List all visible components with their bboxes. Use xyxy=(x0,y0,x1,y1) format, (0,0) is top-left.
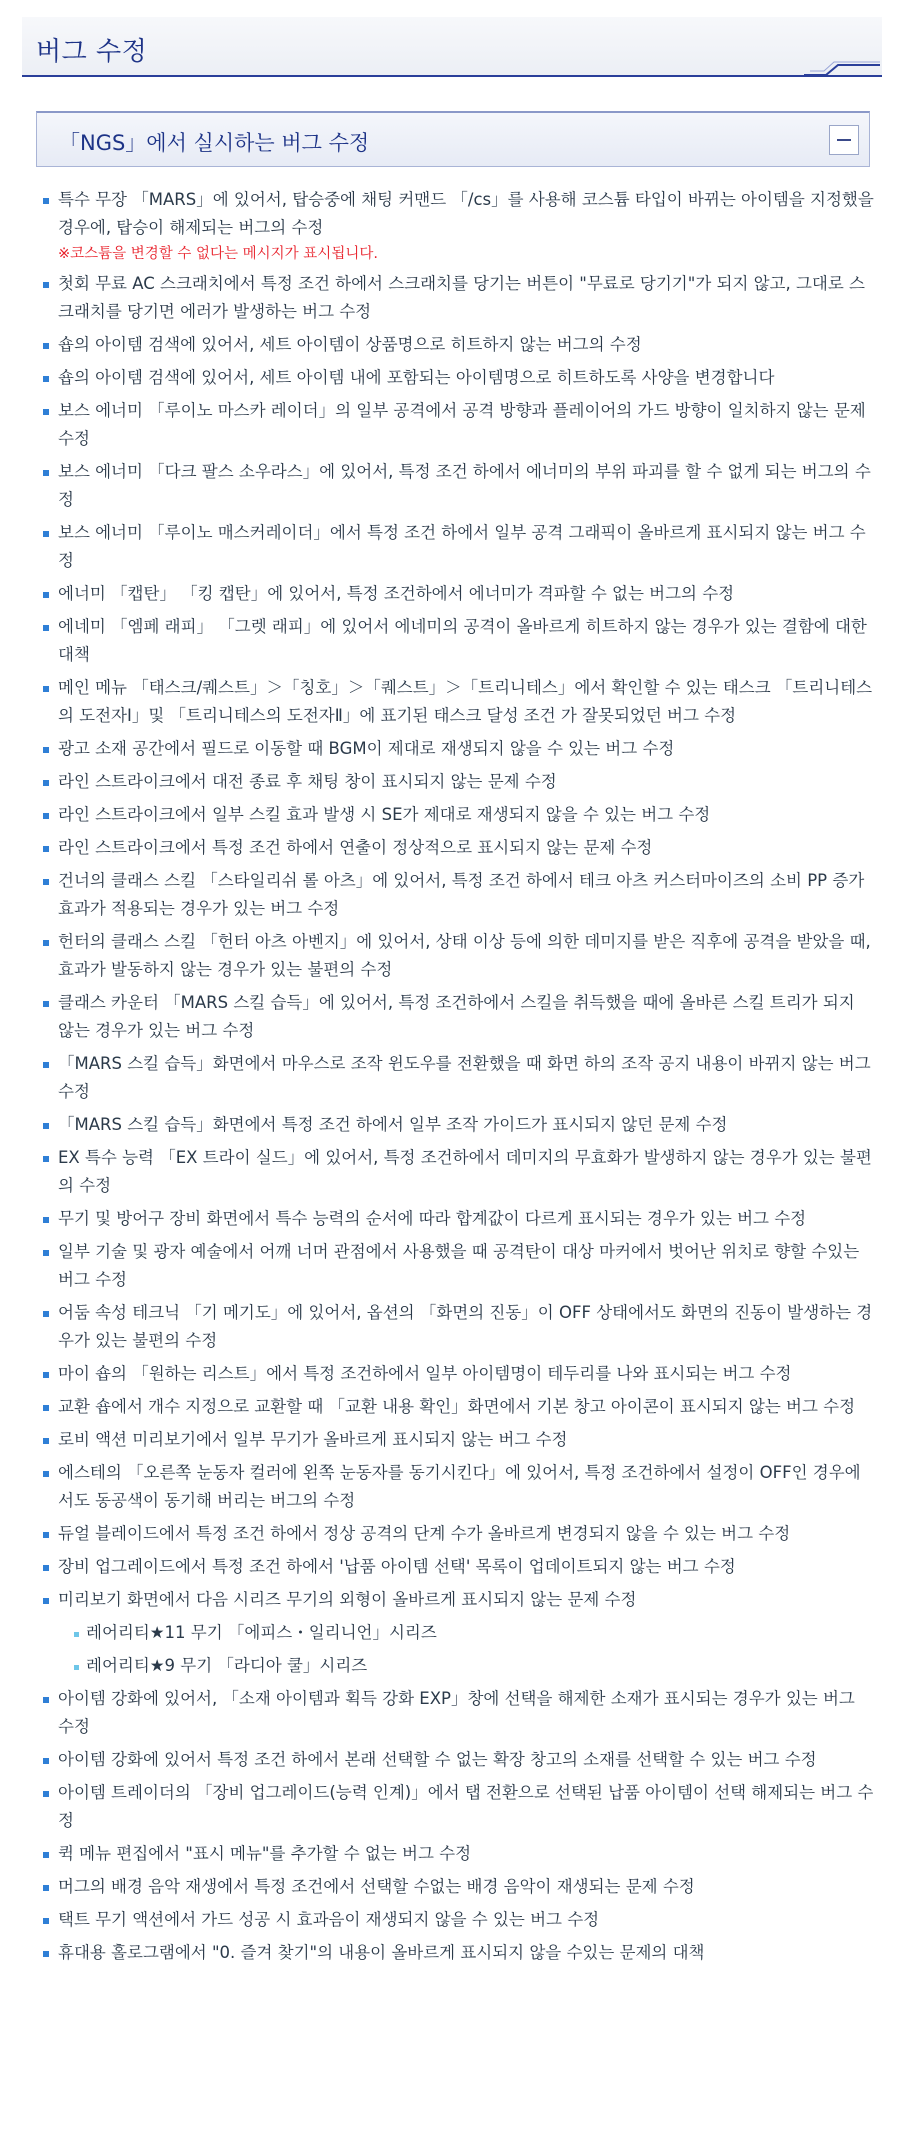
list-item-text: 마이 숍의 「원하는 리스트」에서 특정 조건하에서 일부 아이템명이 테두리를 나와 표시되는 버그 수정 xyxy=(58,1364,792,1383)
list-item xyxy=(40,834,875,862)
list-item-text: 에네미 「엠페 래피」 「그렛 래피」에 있어서 에네미의 공격이 올바르게 히트하지 않는 경우가 있는 결함에 대한 대책 xyxy=(58,617,867,664)
list-item xyxy=(40,364,875,392)
bullet-icon xyxy=(43,1250,49,1256)
list-item xyxy=(40,186,875,265)
bullet-icon xyxy=(43,1471,49,1477)
bullet-icon xyxy=(43,1311,49,1317)
list-item xyxy=(40,801,875,829)
list-item xyxy=(40,519,875,575)
bullet-icon xyxy=(43,470,49,476)
list-item xyxy=(40,580,875,608)
bullet-icon xyxy=(43,1697,49,1703)
list-item xyxy=(40,1238,875,1294)
list-item-text: 일부 기술 및 광자 예술에서 어깨 너머 관점에서 사용했을 때 공격탄이 대상 마커에서 벗어난 위치로 향할 수있는 버그 수정 xyxy=(58,1242,860,1289)
list-item xyxy=(40,1873,875,1901)
list-item xyxy=(40,735,875,763)
sub-list xyxy=(58,1619,875,1680)
list-item-text: 아이템 강화에 있어서 특정 조건 하에서 본래 선택할 수 없는 확장 창고의 소재를 선택할 수 있는 버그 수정 xyxy=(58,1750,817,1769)
list-item-text: 「MARS 스킬 습득」화면에서 마우스로 조작 윈도우를 전환했을 때 화면 하의 조작 공지 내용이 바뀌지 않는 버그 수정 xyxy=(58,1054,871,1101)
bullet-icon xyxy=(43,1217,49,1223)
list-item xyxy=(40,867,875,923)
list-item-text: 머그의 배경 음악 재생에서 특정 조건에서 선택할 수없는 배경 음악이 재생되는 문제 수정 xyxy=(58,1877,695,1896)
bullet-icon xyxy=(43,1918,49,1924)
list-item xyxy=(40,613,875,669)
sub-list-item xyxy=(72,1619,875,1647)
sub-list-item xyxy=(72,1652,875,1680)
list-item-text: 어둠 속성 테크닉 「기 메기도」에 있어서, 옵션의 「화면의 진동」이 OFF 상태에서도 화면의 진동이 발생하는 경우가 있는 불편의 수정 xyxy=(58,1303,873,1350)
bullet-icon xyxy=(43,376,49,382)
list-item-text: 에스테의 「오른쪽 눈동자 컬러에 왼쪽 눈동자를 동기시킨다」에 있어서, 특정 조건하에서 설정이 OFF인 경우에서도 동공색이 동기해 버리는 버그의 수정 xyxy=(58,1463,861,1510)
bullet-icon xyxy=(43,1758,49,1764)
list-item xyxy=(40,928,875,984)
list-item-text: 메인 메뉴 「태스크/퀘스트」＞「칭호」＞「퀘스트」＞「트리니테스」에서 확인할 수 있는 태스크 「트리니테스의 도전자Ⅰ」및 「트리니테스의 도전자Ⅱ」에 표기된 태스크 달성 조건 가 잘못되었던 버그 수정 xyxy=(58,678,873,725)
list-item xyxy=(40,1840,875,1868)
list-item-text: 숍의 아이템 검색에 있어서, 세트 아이템 내에 포함되는 아이템명으로 히트하도록 사양을 변경합니다 xyxy=(58,368,775,387)
list-item-text: 휴대용 홀로그램에서 "0. 즐겨 찾기"의 내용이 올바르게 표시되지 않을 수있는 문제의 대책 xyxy=(58,1943,705,1962)
page-title: 버그 수정 xyxy=(36,37,148,67)
list-item xyxy=(40,1553,875,1581)
sub-list-item-text: 레어리티★9 무기 「라디아 쿨」시리즈 xyxy=(86,1656,368,1675)
list-item-text: 첫회 무료 AC 스크래치에서 특정 조건 하에서 스크래치를 당기는 버튼이 "무료로 당기기"가 되지 않고, 그대로 스크래치를 당기면 에러가 발생하는 버그 수정 xyxy=(58,274,865,321)
bullet-icon xyxy=(43,1598,49,1604)
bullet-icon xyxy=(43,198,49,204)
page-header xyxy=(22,17,882,77)
bullet-icon xyxy=(43,1372,49,1378)
collapse-button[interactable] xyxy=(829,125,859,155)
bullet-icon xyxy=(43,1885,49,1891)
list-item-text: 헌터의 클래스 스킬 「헌터 아츠 아벤지」에 있어서, 상태 이상 등에 의한 데미지를 받은 직후에 공격을 받았을 때, 효과가 발동하지 않는 경우가 있는 불편의 수정 xyxy=(58,932,871,979)
list-item-text: 보스 에너미 「루이노 매스커레이더」에서 특정 조건 하에서 일부 공격 그래픽이 올바르게 표시되지 않는 버그 수정 xyxy=(58,523,866,570)
list-item-text: 무기 및 방어구 장비 화면에서 특수 능력의 순서에 따라 합계값이 다르게 표시되는 경우가 있는 버그 수정 xyxy=(58,1209,807,1228)
list-item-text: 라인 스트라이크에서 일부 스킬 효과 발생 시 SE가 제대로 재생되지 않을 수 있는 버그 수정 xyxy=(58,805,711,824)
list-item xyxy=(40,1393,875,1421)
list-item xyxy=(40,768,875,796)
bullet-icon xyxy=(43,1951,49,1957)
minus-icon xyxy=(837,139,851,141)
sub-bullet-icon xyxy=(74,1665,79,1670)
list-item xyxy=(40,397,875,453)
list-item xyxy=(40,1906,875,1934)
list-item-text: 「MARS 스킬 습득」화면에서 특정 조건 하에서 일부 조작 가이드가 표시되지 않던 문제 수정 xyxy=(58,1115,728,1134)
list-item xyxy=(40,1426,875,1454)
list-item xyxy=(40,1050,875,1106)
list-item-text: 보스 에너미 「루이노 마스카 레이더」의 일부 공격에서 공격 방향과 플레이어의 가드 방향이 일치하지 않는 문제 수정 xyxy=(58,401,866,448)
list-item xyxy=(40,270,875,326)
list-item-text: 라인 스트라이크에서 특정 조건 하에서 연출이 정상적으로 표시되지 않는 문제 수정 xyxy=(58,838,653,857)
bullet-icon xyxy=(43,846,49,852)
list-item-text: 교환 숍에서 개수 지정으로 교환할 때 「교환 내용 확인」화면에서 기본 창고 아이콘이 표시되지 않는 버그 수정 xyxy=(58,1397,856,1416)
list-item-text: 클래스 카운터 「MARS 스킬 습득」에 있어서, 특정 조건하에서 스킬을 취득했을 때에 올바른 스킬 트리가 되지 않는 경우가 있는 버그 수정 xyxy=(58,993,855,1040)
bullet-icon xyxy=(43,409,49,415)
bullet-icon xyxy=(43,686,49,692)
list-item xyxy=(40,1459,875,1515)
bullet-icon xyxy=(43,592,49,598)
bullet-icon xyxy=(43,1123,49,1129)
list-item-text: 특수 무장 「MARS」에 있어서, 탑승중에 채팅 커맨드 「/cs」를 사용해 코스튬 타입이 바뀌는 아이템을 지정했을 경우에, 탑승이 해제되는 버그의 수정 xyxy=(58,190,874,237)
list-item xyxy=(40,1144,875,1200)
list-item-text: 에너미 「캡탄」 「킹 캡탄」에 있어서, 특정 조건하에서 에너미가 격파할 수 없는 버그의 수정 xyxy=(58,584,735,603)
list-item xyxy=(40,1779,875,1835)
list-item-text: 듀얼 블레이드에서 특정 조건 하에서 정상 공격의 단계 수가 올바르게 변경되지 않을 수 있는 버그 수정 xyxy=(58,1524,791,1543)
bullet-icon xyxy=(43,1532,49,1538)
list-item-note: ※코스튬을 변경할 수 없다는 메시지가 표시됩니다. xyxy=(58,246,378,262)
list-item-text: 건너의 클래스 스킬 「스타일리쉬 롤 아츠」에 있어서, 특정 조건 하에서 테크 아츠 커스터마이즈의 소비 PP 증가 효과가 적용되는 경우가 있는 버그 수정 xyxy=(58,871,865,918)
bullet-icon xyxy=(43,780,49,786)
list-item xyxy=(40,674,875,730)
list-item xyxy=(40,1205,875,1233)
list-item-text: 미리보기 화면에서 다음 시리즈 무기의 외형이 올바르게 표시되지 않는 문제 수정 xyxy=(58,1590,637,1609)
list-item-text: 라인 스트라이크에서 대전 종료 후 채팅 창이 표시되지 않는 문제 수정 xyxy=(58,772,557,791)
list-item xyxy=(40,1939,875,1967)
list-item xyxy=(40,1520,875,1548)
bullet-icon xyxy=(43,747,49,753)
list-item xyxy=(40,1586,875,1680)
list-item-text: 숍의 아이템 검색에 있어서, 세트 아이템이 상품명으로 히트하지 않는 버그의 수정 xyxy=(58,335,642,354)
list-item xyxy=(40,1299,875,1355)
list-item-text: EX 특수 능력 「EX 트라이 실드」에 있어서, 특정 조건하에서 데미지의 무효화가 발생하지 않는 경우가 있는 불편의 수정 xyxy=(58,1148,872,1195)
list-item xyxy=(40,989,875,1045)
bullet-icon xyxy=(43,940,49,946)
list-item-text: 아이템 강화에 있어서, 「소재 아이템과 획득 강화 EXP」창에 선택을 해제한 소재가 표시되는 경우가 있는 버그 수정 xyxy=(58,1689,855,1736)
bullet-icon xyxy=(43,343,49,349)
list-item-text: 아이템 트레이더의 「장비 업그레이드(능력 인계)」에서 탭 전환으로 선택된 납품 아이템이 선택 해제되는 버그 수정 xyxy=(58,1783,874,1830)
bullet-icon xyxy=(43,1565,49,1571)
list-item-text: 퀵 메뉴 편집에서 "표시 메뉴"를 추가할 수 없는 버그 수정 xyxy=(58,1844,472,1863)
sub-bullet-icon xyxy=(74,1632,79,1637)
bullet-icon xyxy=(43,813,49,819)
list-item xyxy=(40,1746,875,1774)
list-item xyxy=(40,331,875,359)
bullet-icon xyxy=(43,625,49,631)
bullet-icon xyxy=(43,1156,49,1162)
bug-fix-list xyxy=(40,186,875,1972)
bullet-icon xyxy=(43,1405,49,1411)
bullet-icon xyxy=(43,531,49,537)
list-item xyxy=(40,458,875,514)
sub-list-item-text: 레어리티★11 무기 「에피스・일리니언」시리즈 xyxy=(86,1623,437,1642)
list-item-text: 로비 액션 미리보기에서 일부 무기가 올바르게 표시되지 않는 버그 수정 xyxy=(58,1430,568,1449)
section-title: 「NGS」에서 실시하는 버그 수정 xyxy=(59,131,370,155)
section-header xyxy=(36,111,870,167)
list-item-text: 광고 소재 공간에서 필드로 이동할 때 BGM이 제대로 재생되지 않을 수 있는 버그 수정 xyxy=(58,739,675,758)
list-item-text: 장비 업그레이드에서 특정 조건 하에서 '납품 아이템 선택' 목록이 업데이트되지 않는 버그 수정 xyxy=(58,1557,736,1576)
list-item-text: 보스 에너미 「다크 팔스 소우라스」에 있어서, 특정 조건 하에서 에너미의 부위 파괴를 할 수 없게 되는 버그의 수정 xyxy=(58,462,871,509)
header-decoration xyxy=(802,59,882,77)
list-item xyxy=(40,1685,875,1741)
bullet-icon xyxy=(43,282,49,288)
bullet-icon xyxy=(43,879,49,885)
bullet-icon xyxy=(43,1791,49,1797)
bullet-icon xyxy=(43,1852,49,1858)
list-item-text: 택트 무기 액션에서 가드 성공 시 효과음이 재생되지 않을 수 있는 버그 수정 xyxy=(58,1910,600,1929)
list-item xyxy=(40,1360,875,1388)
bullet-icon xyxy=(43,1001,49,1007)
list-item xyxy=(40,1111,875,1139)
bullet-icon xyxy=(43,1438,49,1444)
bullet-icon xyxy=(43,1062,49,1068)
